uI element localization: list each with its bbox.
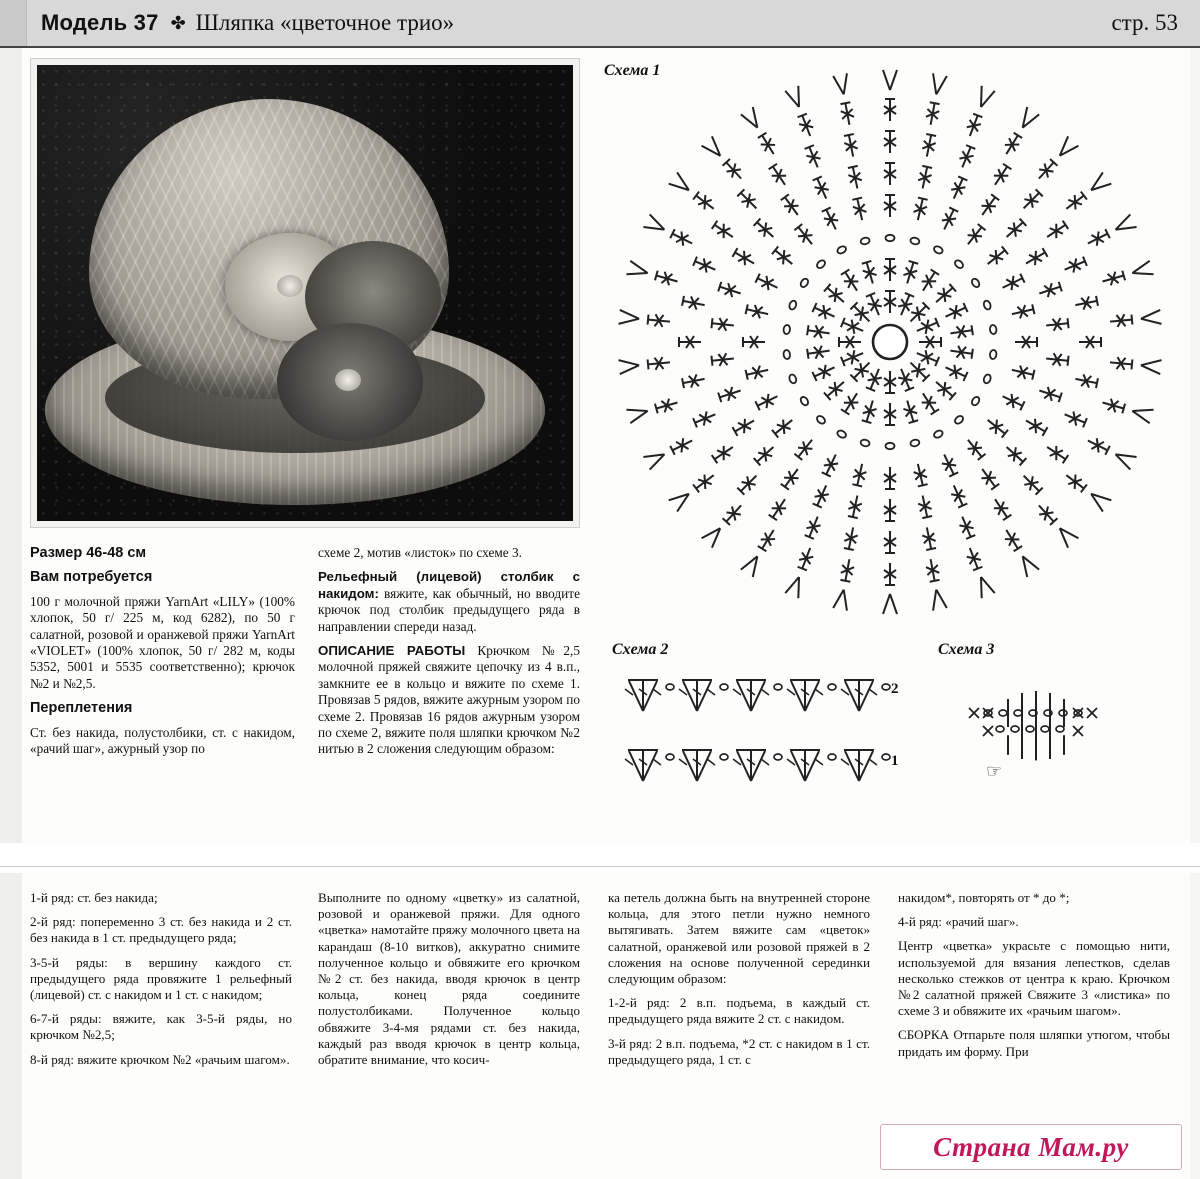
work-body: Крючком №2,5 молочной пряжей свяжите цепочку из 4 в.п., замкните ее в кольцо и вяжите по схеме 1. Провязав 5 рядов, вяжите ажурным узором по схеме 2. Провязав 16 рядов ажурным узором по схеме 2, вяжите поля шляпки крючком №2 нитью в 2 сложения следующим образом:: [318, 643, 580, 757]
column-left-top: [30, 545, 295, 765]
relief-paragraph: [318, 569, 580, 635]
scheme-3-svg: [930, 665, 1160, 785]
page-number: стр. 53: [1111, 10, 1178, 35]
hat-photo: [37, 65, 573, 521]
header-left-bar: [0, 0, 27, 46]
site-watermark: [880, 1124, 1182, 1170]
work-paragraph: [318, 643, 580, 758]
relief-body: вяжите, как обычный, но вводите крючок под столбик предыдущего ряда в направлении спереди назад.: [318, 585, 580, 634]
assembly-body: Отпарьте поля шляпки утюгом, чтобы придать им форму. При: [898, 1027, 1170, 1059]
bottom3-p2: 1-2-й ряд: 2 в.п. подъема, в каждый ст. предыдущего ряда вяжите 2 ст. с накидом.: [608, 995, 870, 1027]
scheme-1-diagram: [600, 60, 1180, 620]
work-label: ОПИСАНИЕ РАБОТЫ: [318, 643, 466, 659]
column-bottom-4: [898, 890, 1170, 1068]
scheme-2-svg: [608, 665, 908, 785]
scheme-1-label: Схема 1: [604, 62, 661, 79]
scheme-2-diagram: [608, 665, 908, 785]
scheme-3-label: Схема 3: [938, 641, 995, 658]
weave-text: Ст. без накида, полустолбики, ст. с накидом, «рачий шаг», ажурный узор по: [30, 724, 295, 757]
bottom4-p3: Центр «цветка» украсьте с помощью нити, используемой для вязания лепестков, сделав несколько стежков от центра к краю. Крючком №2 салатной пряжей Свяжите 3 «листика» по схеме 3 и обвяжите их «рачьим шагом».: [898, 938, 1170, 1019]
clover-icon: ✤: [170, 12, 186, 33]
scheme-2-label: Схема 2: [612, 641, 669, 658]
page-left-edge: [0, 0, 22, 1179]
column-bottom-3: [608, 890, 870, 1076]
hat-photo-frame: [30, 58, 580, 528]
bottom1-p4: 6-7-й ряды: вяжите, как 3-5-й ряды, но крючком №2,5;: [30, 1011, 292, 1043]
assembly-label: СБОРКА: [898, 1027, 950, 1043]
flower-center: [277, 275, 303, 297]
scheme-1-svg: [600, 60, 1180, 620]
bottom1-p3: 3-5-й ряды: в вершину каждого ст. предыдущего ряда провяжите 1 рельефный (лицевой) ст. с накидом и 1 ст. с накидом;: [30, 954, 292, 1003]
column-mid-top: [318, 545, 580, 766]
bottom4-p1: накидом*, повторять от * до *;: [898, 890, 1070, 905]
continuation-text: схеме 2, мотив «листок» по схеме 3.: [318, 545, 522, 560]
weave-heading: Переплетения: [30, 700, 133, 717]
materials-heading: Вам потребуется: [30, 569, 153, 586]
bottom2-p1: Выполните по одному «цветку» из салатной, розовой и оранжевой пряжи. Для одного «цветка» намотайте пряжу молочного цвета на карандаш (8-10 витков), аккуратно снимите полученное кольцо и обвяжите его крючком №2 ст. без накида, вводя крючок в центр кольца, конец ряда соедините полустолбиками. Полученное кольцо обвяжите 3-4-мя рядами ст. без накида, каждый раз вводя крючок в центр кольца, обратите внимание, что косич-: [318, 890, 580, 1068]
column-bottom-2: [318, 890, 580, 1076]
scheme-2-row1-label: 1: [891, 753, 899, 769]
bottom1-p5: 8-й ряд: вяжите крючком №2 «рачьим шагом».: [30, 1051, 290, 1067]
bottom1-p2: 2-й ряд: попеременно 3 ст. без накида и 2 ст. без накида в 1 ст. предыдущего ряда;: [30, 914, 292, 946]
page-header: [0, 0, 1200, 48]
bottom4-p2: 4-й ряд: «рачий шаг».: [898, 914, 1019, 930]
scheme-3-diagram: [930, 665, 1160, 785]
flower-center: [335, 369, 361, 391]
bottom3-p1: ка петель должна быть на внутренней стороне кольца, для этого петли нужно немного вытягивать. Затем вяжите сам «цветок» салатной, оранжевой или розовой пряжей в 2 сложения на основе полученной серединки следующим образом:: [608, 890, 870, 987]
bottom3-p3: 3-й ряд: 2 в.п. подъема, *2 ст. с накидом в 1 ст. предыдущего ряда, 1 ст. с: [608, 1035, 870, 1067]
column-bottom-1: [30, 890, 292, 1076]
flower-dark-lower: [277, 323, 423, 441]
size-heading: Размер 46-48 см: [30, 545, 147, 561]
section-divider: [0, 843, 1200, 873]
materials-text: 100 г молочной пряжи YarnArt «LILY» (100% хлопок, 50 г/ 225 м, код 6282), по 50 г салатной, розовой и оранжевой пряжи YarnArt «VIOLET» (100% хлопок, 50 г/ 282 м, коды 5352, 5001 и 5535 соответственно); крючок №2 и №2,5.: [30, 593, 295, 691]
watermark-text: Страна Мам.ру: [933, 1131, 1129, 1162]
relief-label: Рельефный (лицевой) столбик с накидом:: [318, 569, 580, 601]
divider-rule: [0, 866, 1200, 867]
bottom4-p4: [898, 1027, 1170, 1059]
scheme-2-row2-label: 2: [891, 681, 899, 697]
svg-text:☞: ☞: [986, 761, 1003, 782]
page-title: Шляпка «цветочное трио»: [195, 10, 455, 35]
model-number: Модель 37: [41, 10, 159, 35]
bottom1-p1: 1-й ряд: ст. без накида;: [30, 890, 158, 905]
page-right-edge: [1190, 0, 1200, 1179]
